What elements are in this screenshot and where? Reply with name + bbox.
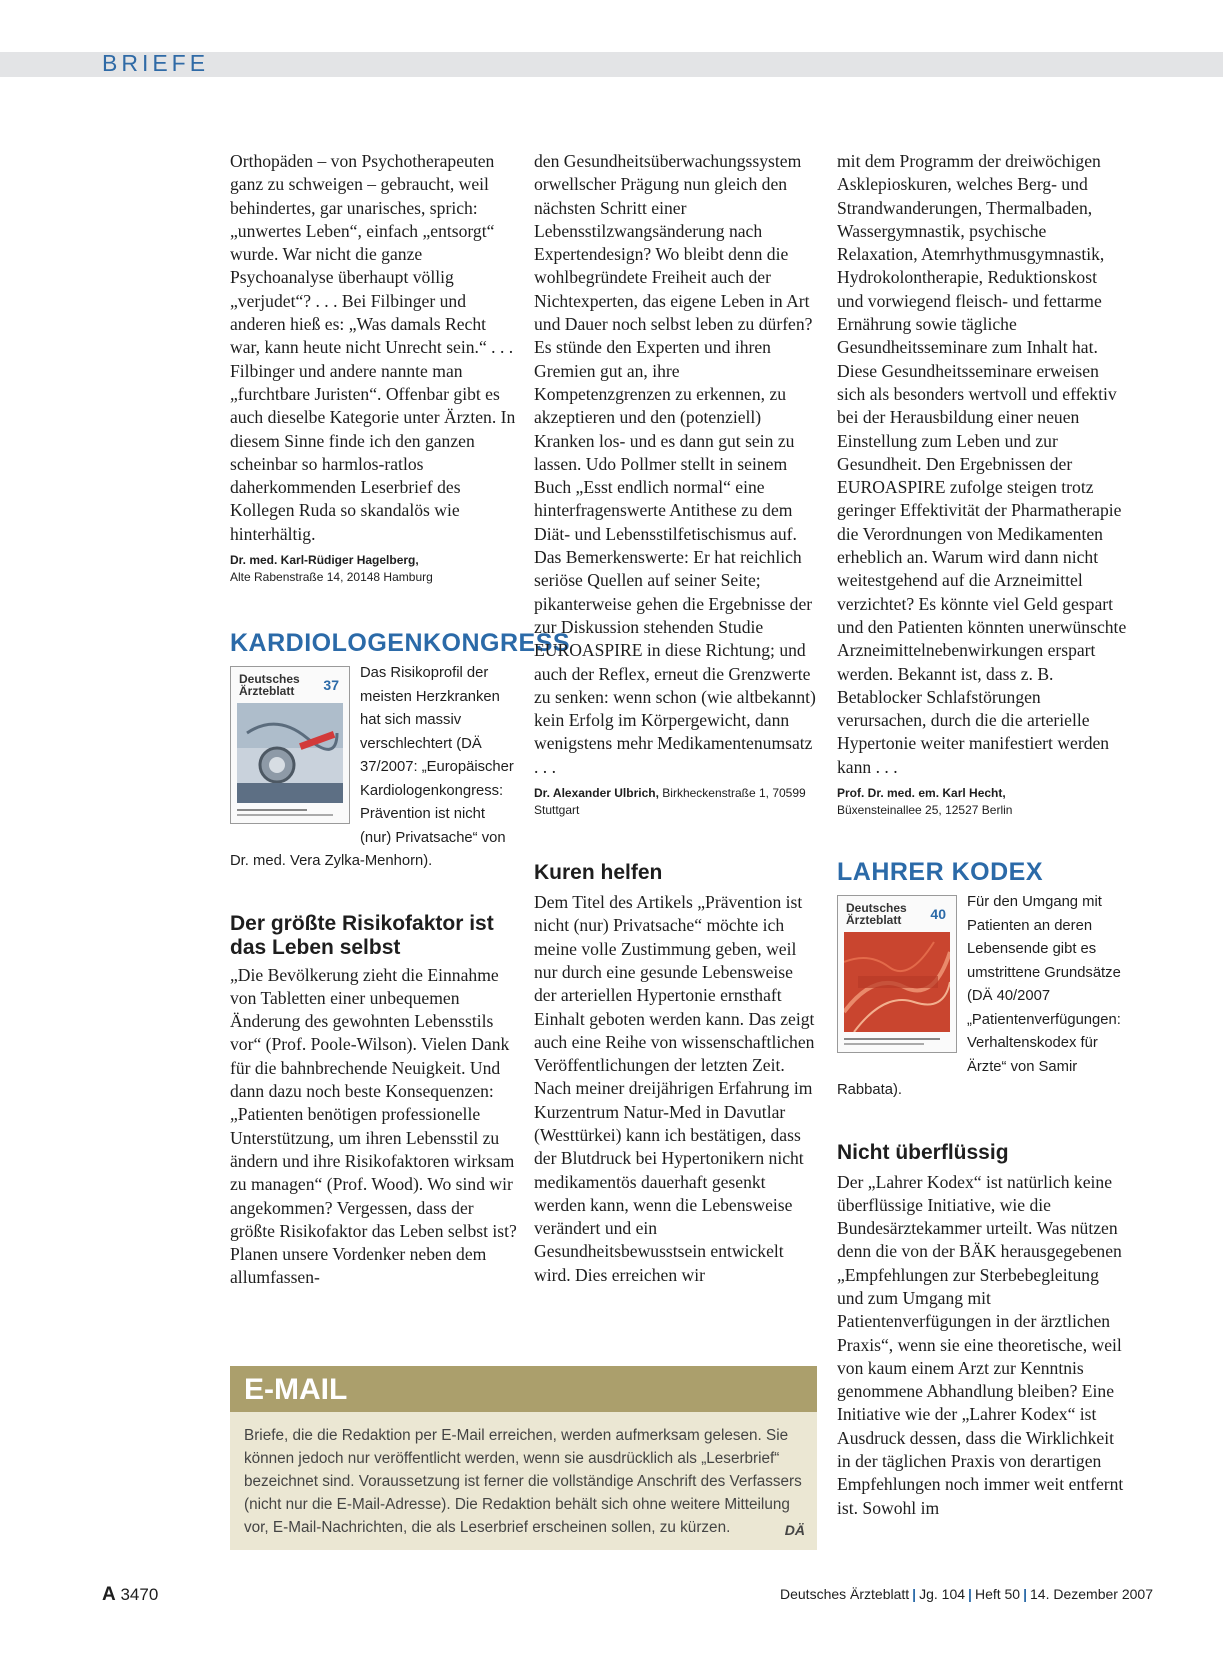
magazine-cover-37 bbox=[230, 666, 350, 824]
topic-2-teaser-block bbox=[837, 891, 1127, 1103]
letter-2-author: Dr. Alexander Ulbrich, bbox=[534, 786, 659, 801]
cover-2-number: 40 bbox=[930, 906, 946, 923]
letter-3-heading: Kuren helfen bbox=[534, 861, 663, 885]
letter-3-text-continued: mit dem Programm der dreiwöchigen Asklepioskuren, welches Berg- und Strandwanderungen, Thermalbaden, Wassergymnastik, psychische Relaxation, Atemrhythmusgymnastik, Hydrokolontherapie, Reduktionskost und vorwiegend fleisch- und fettarme Ernährung sowie tägliche Gesundheitsseminare zum Inhalt hat. Diese Gesundheitsseminare erweisen sich als besonders wertvoll und effektiv bei der Herausbildung einer neuen Einstellung zum Leben und zur Gesundheit. Den Ergebnissen der EUROASPIRE zufolge steigen trotz geringer Effektivität der Pharmatherapie die Verordnungen von Medikamenten erheblich an. Warum wird dann nicht weitestgehend auf die Arzneimittel verzichtet? Es könnte viel Geld gespart und den Patienten könnten unerwünschte Arzneimittelnebenwirkungen erspart werden. Bekannt ist, dass z. B. Betablocker Schlafstörungen verursachen, durch die die arterielle Hypertonie weiter manifestiert werden kann . . . bbox=[837, 151, 1127, 777]
letter-1-author: Dr. med. Karl-Rüdiger Hagelberg, bbox=[230, 553, 419, 568]
footer-separator: | bbox=[968, 1586, 972, 1602]
cover-2-footer-lines bbox=[844, 1036, 950, 1048]
cover-2-title: Deutsches Ärzteblatt bbox=[846, 901, 907, 928]
topic-2-title: LAHRER KODEX bbox=[837, 858, 1044, 887]
cover-1-footer-lines bbox=[237, 807, 343, 819]
journal-volume: Jg. 104 bbox=[919, 1586, 966, 1602]
letter-1-signature bbox=[230, 552, 518, 586]
magazine-cover-40 bbox=[837, 895, 957, 1053]
stethoscope-cover-image bbox=[237, 703, 343, 803]
letter-2-text: „Die Bevölkerung zieht die Einnahme von Tabletten einer unbequemen Änderung des gewohnten Lebensstils vor“ (Prof. Poole-Wilson). Vielen Dank für die bahnbrechende Neuigkeit. Und dann dazu noch beste Konsequenzen: „Patienten benötigen professionelle Unterstützung, um ihren Lebensstil zu ändern und ihre Risikofaktoren wirksam zu managen“ (Prof. Wood). Wo sind wir angekommen? Vergessen, dass der größte Risikofaktor das Leben selbst ist? Planen unsere Vordenker neben dem allumfassen- bbox=[230, 964, 517, 1288]
topic-2-teaser: Für den Umgang mit Patienten an deren Lebensende gibt es umstrittene Grundsätze (DÄ 40/2007 „Patientenverfügungen: Verhaltenskodex für Ärzte“ von Samir Rabbata). bbox=[837, 894, 1121, 1099]
footer-separator: | bbox=[912, 1586, 917, 1602]
topic-1-title: KARDIOLOGENKONGRESS bbox=[230, 629, 571, 658]
email-notice-title: E-MAIL bbox=[244, 1373, 348, 1406]
page-prefix: A bbox=[102, 1584, 116, 1605]
letter-3-address: Büxensteinallee 25, 12527 Berlin bbox=[837, 803, 1013, 818]
letter-4-heading: Nicht überflüssig bbox=[837, 1140, 1009, 1164]
email-notice-text: Briefe, die die Redaktion per E-Mail erreichen, werden aufmerksam gelesen. Sie können jedoch nur veröffentlicht werden, wenn sie ausdrücklich als „Leserbrief“ bezeichnet sind. Voraussetzung ist ferner die vollständige Anschrift des Verfassers (nicht nur die E-Mail-Adresse). Die Redaktion behält sich ohne weitere Mitteilung vor, E-Mail-Nachrichten, die als Leserbrief erscheinen sollen, zu kürzen. bbox=[244, 1427, 802, 1536]
cover-1-title: Deutsches Ärzteblatt bbox=[239, 672, 300, 699]
letter-2-address: Birkheckenstraße 1, 70599 Stuttgart bbox=[534, 786, 806, 818]
letter-4-text: Der „Lahrer Kodex“ ist natürlich keine überflüssige Initiative, wie die Bundesärztekammer urteilt. Was nützen denn die von der BÄK herausgegebenen „Empfehlungen zur Sterbebegleitung und zum Umgang mit Patientenverfügungen in der ärztlichen Praxis“, wenn sie eine theoretische, weil von kaum einem Arzt zur Kenntnis genommene Abhandlung bleiben? Eine Initiative wie der „Lahrer Kodex“ ist Ausdruck dessen, dass die Wirklichkeit in der täglichen Praxis von derartigen Empfehlungen noch immer weit entfernt ist. Sowohl im bbox=[837, 1171, 1124, 1518]
page-number-value: 3470 bbox=[120, 1585, 159, 1604]
vessel-cover-image bbox=[844, 932, 950, 1032]
letter-3-text: Dem Titel des Artikels „Prävention ist nicht (nur) Privatsache“ möchte ich meine volle Zustimmung geben, weil nur durch eine gesunde Lebensweise der arteriellen Hypertonie ernsthaft Einhalt geboten werden kann. Das zeigt auch eine Reihe von wissenschaftlichen Veröffentlichungen der letzten Zeit. Nach meiner dreijährigen Erfahrung im Kurzentrum Natur-Med in Davutlar (Westtürkei) kann ich bestätigen, dass der Blutdruck bei Hypertonikern nicht medikamentös dauerhaft gesenkt werden kann, wenn die Lebensweise verändert und ein Gesundheitsbewusstsein entwickelt wird. Dies erreichen wir bbox=[534, 892, 815, 1285]
email-notice-signature: DÄ bbox=[784, 1522, 805, 1538]
topic-1-teaser: Das Risikoprofil der meisten Herzkranken hat sich massiv verschlechtert (DÄ 37/2007: „Europäischer Kardiologenkongress: Prävention ist nicht (nur) Privatsache“ von Dr. med. Vera Zylka-Menhorn). bbox=[230, 665, 514, 870]
journal-footer bbox=[780, 1586, 1153, 1602]
column-1 bbox=[230, 150, 571, 1290]
letter-2-signature bbox=[534, 785, 819, 819]
letter-2-text-continued: den Gesundheitsüberwachungssystem orwellscher Prägung nun gleich den nächsten Schritt einer Lebensstilzwangsänderung nach Expertendesign? Wo bleibt denn die wohlbegründete Freiheit auch der Nichtexperten, das eigene Leben in Art und Dauer noch selbst leben zu dürfen? Es stünde den Experten und ihren Gremien gut an, ihre Kompetenzgrenzen zu erkennen, zu akzeptieren und den (potenziell) Kranken los- und es dann gut sein zu lassen. Udo Pollmer stellt in seinem Buch „Esst endlich normal“ eine hinterfragenswerte Antithese zu dem Diät- und Lebensstilfetischismus auf. Das Bemerkenswerte: Er hat reichlich seriöse Quellen auf seiner Seite; pikanterweise gehen die Ergebnisse der zur Diskussion stehenden Studie EUROASPIRE in diese Richtung; und auch der Reflex, erneut die Grenzwerte zu senken: wenn schon (wie altbekannt) kein Erfolg im Körpergewicht, dann wenigstens mehr Medikamentenumsatz . . . bbox=[534, 151, 816, 777]
letter-2-heading: Der größte Risikofaktor ist das Leben selbst bbox=[230, 911, 494, 959]
page-number bbox=[102, 1584, 158, 1606]
letter-3-author: Prof. Dr. med. em. Karl Hecht, bbox=[837, 786, 1006, 801]
footer-separator: | bbox=[1023, 1586, 1028, 1602]
cover-1-number: 37 bbox=[323, 677, 339, 694]
email-notice-box bbox=[230, 1366, 817, 1550]
section-label: BRIEFE bbox=[102, 50, 210, 76]
column-3 bbox=[837, 150, 1127, 1520]
journal-issue: Heft 50 bbox=[974, 1586, 1021, 1602]
letter-1-address: Alte Rabenstraße 14, 20148 Hamburg bbox=[230, 570, 433, 585]
journal-date: 14. Dezember 2007 bbox=[1030, 1586, 1153, 1602]
journal-name: Deutsches Ärzteblatt bbox=[780, 1586, 910, 1602]
letter-3-signature bbox=[837, 785, 1127, 819]
topic-1-teaser-block bbox=[230, 662, 518, 874]
email-notice-header bbox=[230, 1366, 817, 1412]
column-2 bbox=[534, 150, 819, 1287]
letter-1-text: Orthopäden – von Psychotherapeuten ganz zu schweigen – gebraucht, weil behindertes, gar unarisches, sprich: „unwertes Leben“, einfach „entsorgt“ wurde. War nicht die ganze Psychoanalyse überhaupt völlig „verjudet“? . . . Bei Filbinger und anderen hieß es: „Was damals Recht war, kann heute nicht Unrecht sein.“ . . . Filbinger und andere nannte man „furchtbare Juristen“. Offenbar gibt es auch dieselbe Kategorie unter Ärzten. In diesem Sinne finde ich den ganzen scheinbar so harmlos-ratlos daherkommenden Leserbrief des Kollegen Ruda so skandalös wie hinterhältig. bbox=[230, 151, 516, 544]
